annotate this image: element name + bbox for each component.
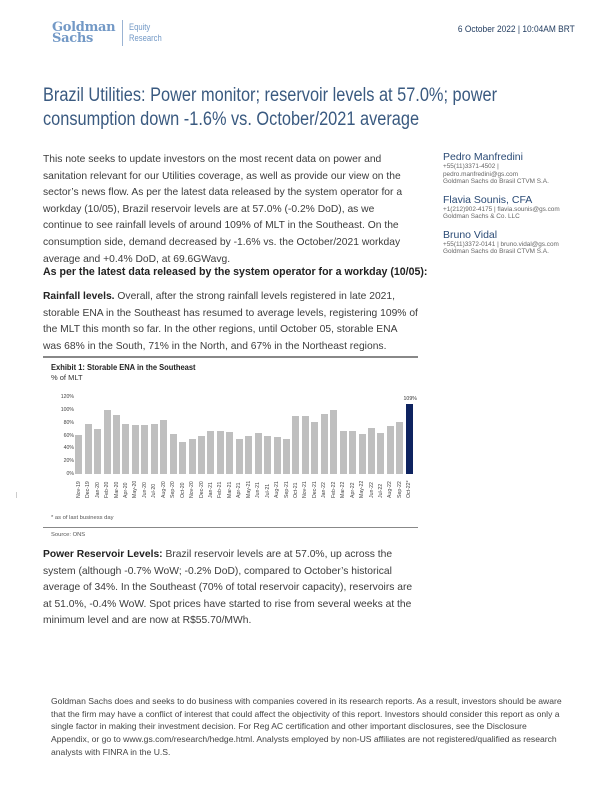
chart-bar (321, 414, 328, 474)
chart-bar (104, 410, 111, 474)
x-tick-label: Mar-20 (113, 481, 120, 498)
chart-bar (122, 424, 129, 474)
x-tick-label: Aug-22 (387, 481, 394, 498)
chart-bar (160, 420, 167, 474)
x-tick-label: Apr-21 (236, 482, 243, 498)
report-title: Brazil Utilities: Power monitor; reservoir levels at 57.0%; power consumption down -1.6% vs. October/2021 average (43, 85, 498, 130)
y-tick-label: 20% (63, 458, 74, 465)
chart-bar (245, 436, 252, 475)
author-firm: Goldman Sachs do Brasil CTVM S.A. (443, 178, 549, 185)
author-contact[interactable]: +1(212)902-4175 | flavia.sounis@gs.com (443, 205, 560, 213)
chart-bar (255, 433, 262, 474)
data-label: 109% (403, 396, 417, 403)
author-phone: +55(11)3371-4502 | (443, 163, 499, 170)
x-tick-label: Oct-20 (179, 482, 186, 498)
x-tick-label: Feb-22 (330, 481, 337, 498)
chart-bar (217, 431, 224, 474)
exhibit-top-rule (43, 356, 418, 358)
chart-bar (359, 434, 366, 474)
author-firm: Goldman Sachs do Brasil CTVM S.A. (443, 248, 549, 255)
x-tick-label: Mar-21 (226, 481, 233, 498)
author-contact[interactable]: +55(11)3372-0141 | bruno.vidal@gs.com (443, 240, 559, 248)
x-tick-label: Feb-21 (217, 481, 224, 498)
x-tick-label: Aug-20 (160, 481, 167, 498)
x-axis (74, 478, 414, 500)
x-tick-label: May-21 (245, 480, 252, 498)
chart-bar (179, 442, 186, 474)
chart-bar (236, 439, 243, 474)
logo-divider (122, 20, 123, 46)
power-text: Brazil reservoir levels are at 57.0%, up across the system (although -0.7% WoW; -0.2% DoD), compared to October’s historical average of 34%. In the Southeast (70% of total reservoir capacity), reservoirs are at 51.0%, -0.4% WoW. Spot prices have started to rise from several weeks at the minimum level and are now at R$55.70/MWh. (43, 549, 413, 627)
x-tick-label: Sep-21 (283, 481, 290, 498)
division-label: Equity Research (129, 22, 163, 43)
chart-bar (198, 436, 205, 475)
x-tick-label: Jul-21 (264, 483, 271, 498)
rainfall-text: Overall, after the strong rainfall levels registered in late 2021, storable ENA in the Southeast has resumed to average levels, registering 109% of the MLT this month so far. In the other regions, until October 05, storable ENA was 68% in the South, 71% in the North, and 67% in the Northeast regions. (43, 291, 418, 352)
x-tick-label: Oct-22* (406, 480, 413, 498)
chart-bar (340, 431, 347, 474)
x-tick-label: Oct-21 (292, 482, 299, 498)
y-tick-label: 80% (63, 419, 74, 426)
x-tick-label: Jan-20 (94, 482, 101, 498)
chart-bar (406, 404, 413, 474)
y-tick-label: 0% (66, 471, 74, 477)
x-tick-label: Jun-21 (255, 482, 262, 498)
x-tick-label: Jan-21 (207, 482, 214, 498)
y-tick-label: 60% (63, 432, 74, 439)
chart-bar (94, 429, 101, 474)
chart-bar (141, 425, 148, 474)
y-tick-label: 120% (60, 394, 74, 400)
chart-bar (292, 416, 299, 474)
chart-bar (396, 422, 403, 474)
x-tick-label: May-22 (359, 480, 366, 498)
chart-bar (85, 424, 92, 474)
author-card (443, 151, 603, 186)
x-tick-label: Jan-22 (321, 482, 328, 498)
chart-bar (207, 431, 214, 474)
author-card (443, 194, 603, 221)
chart-source: Source: ONS (51, 532, 86, 538)
section-lead: As per the latest data released by the system operator for a workday (10/05): (43, 266, 428, 278)
author-name: Pedro Manfredini (443, 151, 523, 163)
chart-footnote: * as of last business day (51, 515, 114, 521)
chart-bar (132, 425, 139, 474)
x-tick-label: Jun-22 (368, 482, 375, 498)
chart-bar (349, 431, 356, 474)
chart-bar (302, 416, 309, 474)
x-tick-label: May-20 (132, 480, 139, 498)
chart-bar (368, 428, 375, 474)
disclaimer: Goldman Sachs does and seeks to do business with companies covered in its research reports. As a result, investors should be aware that the firm may have a conflict of interest that could affect the objectivity of this report. Investors should consider this report as only a single factor in making their investment decision. For Reg AC certification and other important disclosures, see the Disclosure Appendix, or go to www.gs.com/research/hedge.html. Analysts employed by non-US affiliates are not registered/qualified as research analysts with FINRA in the U.S. (51, 696, 562, 757)
x-tick-label: Dec-19 (85, 481, 92, 498)
x-tick-label: Jun-20 (141, 482, 148, 498)
chart-bar (274, 437, 281, 474)
chart-bar (311, 422, 318, 474)
y-tick-label: 40% (63, 445, 74, 452)
x-tick-label: Dec-20 (198, 481, 205, 498)
x-tick-label: Dec-21 (311, 481, 318, 498)
chart-bar (170, 434, 177, 474)
x-tick-label: Jul-22 (377, 483, 384, 498)
x-tick-label: Nov-20 (189, 481, 196, 498)
author-name: Bruno Vidal (443, 228, 498, 241)
author-name: Flavia Sounis, CFA (443, 193, 533, 206)
chart-bar (387, 426, 394, 474)
chart-bar (151, 424, 158, 474)
x-tick-label: Feb-20 (104, 481, 111, 498)
x-tick-label: Nov-21 (302, 481, 309, 498)
chart-bar (75, 435, 82, 474)
dateline: 6 October 2022 | 10:04AM BRT (458, 24, 575, 35)
power-reservoir-paragraph (43, 547, 418, 630)
x-tick-label: Sep-20 (170, 481, 177, 498)
author-card (443, 229, 603, 256)
chart-bar (283, 439, 290, 474)
author-list (443, 151, 603, 264)
x-tick-label: Apr-22 (349, 482, 356, 498)
chart-bar (264, 436, 271, 475)
goldman-sachs-logo (52, 20, 168, 46)
power-heading: Power Reservoir Levels: (43, 549, 163, 560)
x-tick-label: Apr-20 (122, 482, 129, 498)
x-tick-label: Nov-19 (75, 481, 82, 498)
chart-bar (330, 410, 337, 474)
bar-chart (50, 390, 420, 500)
x-tick-label: Mar-22 (340, 481, 347, 498)
plot-area (74, 396, 417, 474)
x-tick-label: Aug-21 (274, 481, 281, 498)
x-tick-label: Sep-22 (396, 481, 403, 498)
chart-bar (226, 432, 233, 474)
y-tick-label: 100% (60, 406, 74, 413)
margin-mark (16, 492, 17, 498)
exhibit-subtitle: % of MLT (51, 373, 83, 382)
chart-bar (377, 433, 384, 474)
rainfall-paragraph (43, 289, 418, 355)
author-email[interactable]: pedro.manfredini@gs.com (443, 170, 519, 178)
intro-paragraph: This note seeks to update investors on the most recent data on power and sanitation relevant for our Utilities coverage, as well as provide our view on the sector’s news flow. As per the latest data released by the system operator for a workday (10/05), Brazil reservoir levels are at 57.0% (-0.2% DoD), as we continue to see rainfall levels of around 109% of MLT in the Southeast. On the consumption side, demand decreased by -1.6% vs. the October/2021 workday average and +0.4% DoD, at 69.6GWavg. (43, 154, 403, 265)
x-tick-label: Jul-20 (151, 483, 158, 498)
exhibit-title: Exhibit 1: Storable ENA in the Southeast (51, 363, 196, 372)
rainfall-heading: Rainfall levels. (43, 291, 115, 302)
author-firm: Goldman Sachs & Co. LLC (443, 213, 520, 220)
chart-bar (113, 415, 120, 474)
chart-bar (189, 439, 196, 474)
logo-wordmark: Goldman Sachs (52, 20, 116, 46)
exhibit-bottom-rule (43, 527, 418, 528)
